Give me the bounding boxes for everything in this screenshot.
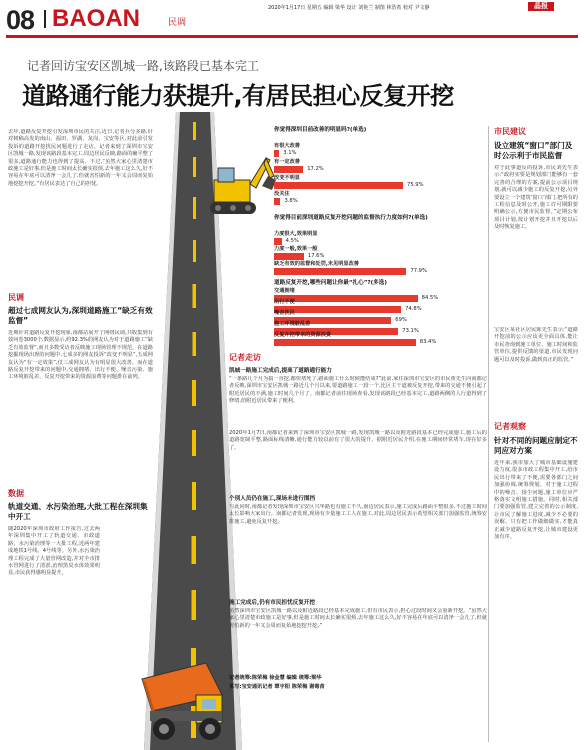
poll-bar-label: 缺乏有效的监督和处罚,未见明显改善 [274, 261, 359, 267]
tag-citizen-suggestion: 市民建议 [494, 127, 526, 136]
poll-question-2: 你觉得目前深圳道路反复开挖问题的监督执行力度如何?(单选) [274, 215, 428, 221]
section-title: BAOAN [52, 5, 140, 32]
right-column-divider [488, 126, 489, 742]
center-subheading-1: 凯城一路施工完成后,提高了道路通行能力 [229, 368, 332, 374]
right-subheading-2: 针对不同的问题应制定不同应对方案 [494, 436, 578, 455]
poll-bar-value: 73.1% [402, 328, 419, 334]
header-meta: 2020年1月17日 星期五 编辑 梁华 设计 刘艳兰 制图 林浩希 校对 尹文静 [268, 5, 430, 11]
tag-reporter-observation: 记者观察 [494, 422, 526, 431]
left-subheading-2: 轨道交通、水污染治理,大批工程在深圳集中开工 [8, 502, 148, 521]
poll-bar-value: 74.8% [405, 306, 422, 312]
byline-2: 采写:宝安通讯记者 覃宇阳 陈荣梅 谢毒苗 [229, 684, 325, 690]
poll-bar-value: 3.8% [284, 198, 298, 204]
header-divider-vertical [44, 10, 46, 28]
poll-bar-label: 出行不便 [274, 299, 295, 305]
poll-bar-label: 力度一般,效果一般 [274, 246, 318, 252]
center-article [229, 352, 487, 690]
poll-bar-value: 77.9% [410, 268, 427, 274]
dump-truck-illustration [136, 655, 232, 745]
tag-poll: 民调 [8, 293, 24, 302]
poll-bar-value: 3.1% [283, 150, 297, 156]
right-paragraph-1: 对于此事道反的投诉,市民刘先生表示:“政府实要是规划部门能够有一套完善的合理的方案,提前公示项目规划,就可以减少施工的反复开挖,另外要设立一个建筑‘窗口’部门,把所有的工程信息及时公开,施工许可期限要明确公示,方便市民监督。”定期公布项目计划,按计划开挖并且开挖以后及时恢复施工。 [494, 165, 578, 231]
poll-bar-label: 噪音扰民 [274, 310, 295, 316]
poll-bar [274, 295, 418, 302]
poll-bar-value: 84.5% [421, 295, 439, 301]
poll-bar [274, 339, 416, 346]
center-subheading-3: 施工完成后,仍有市民担忧反复开挖 [229, 600, 316, 606]
right-paragraph-3: 近年来,我市加大了城市基础设施建设力度,很多市政工程集中开工,给市民出行带来了不便,需要各部门之间加强协调,统筹规划。对于施工过程中的噪音、扬尘问题,施工单位应严格落实文明施工措施。同时,相关部门要加强监管,建立完善的公示制度,让市民了解施工进度,减少不必要的误解。只有把工作做细做实,才能真正减少道路反复开挖,让城市建设更加有序。 [494, 460, 578, 541]
center-paragraph-2: 2020年1月7日,南都记者来到了深圳市宝安区凯城一路,发现凯城一路以及附近路段基本已经完成施工,施工后的道路宽阔平整,路面标线清晰,通行能力较以前有了很大的提升。据附近居民介绍,在施工期间经常堵车,现在好多了。 [229, 430, 487, 451]
poll-bar-label: 力度很大,效果明显 [274, 231, 318, 237]
brand-logo: 晶报 [528, 2, 554, 11]
poll-bar [274, 198, 280, 205]
poll-bar [274, 182, 403, 189]
poll-bar [274, 253, 304, 260]
center-paragraph-4: 虽然深圳市宝安区凯城一路以及附近路段已经基本完成施工,但有市民表示,担心过段时间又会重新开挖。“虽然大家心里清楚市政施工是好事,但是施工时间太长确实很烦,去年施工这么久,好不容易在年底可以清净一会儿了,但就害怕新的一年又会周而复始地挖挖开挖。” [229, 608, 487, 629]
poll-bar-value: 17.6% [307, 253, 325, 259]
poll-bar-value: 4.5% [285, 238, 299, 244]
poll-bar-value: 83.4% [419, 339, 437, 345]
byline-1: 记者统筹:陈荣梅 徐金慧 编辑 统筹:梁华 [229, 675, 322, 681]
excavator-illustration [196, 150, 276, 220]
tag-data: 数据 [8, 489, 24, 498]
poll-bar-label: 改变不明显 [274, 175, 300, 181]
center-paragraph-3: 与此同时,南都记者发现深圳市宝安区兴华路也有施工不久,南边居民表示,施工完成后路面平整很多,不过施工时间太长影响大家出行。南都记者发现,现场有少量施工工人在施工,对此,周边居民表示希望相关部门加强监管,统筹安排施工,避免反复开挖。 [229, 504, 487, 525]
poll-bar-label: 有很大改善 [274, 143, 300, 149]
poll-bar-value: 69% [395, 317, 407, 323]
poll-bar-label: 没关注 [274, 191, 290, 197]
poll-bar-value: 75.9% [407, 182, 424, 188]
right-column [494, 126, 578, 680]
center-subheading-2: 个别人员仍在施工,现场未进行围挡 [229, 496, 316, 502]
right-paragraph-2: 宝安区某社区居民陈先生表示:“道路开挖前的公示应该更全面具体,能让市民查询到施工单位、施工时间和监管单位,提供反馈的渠道,市民发现问题可以及时投诉,做到真正的监管。” [494, 327, 578, 363]
intro-line: 记者回访宝安区凯城一路,该路段已基本完工 [27, 59, 259, 73]
tag-reporter-visit: 记者走访 [229, 353, 261, 362]
poll-bar-value: 17.2% [307, 166, 324, 172]
poll-bar [274, 166, 303, 173]
poll-bar-label: 有一定改善 [274, 159, 300, 165]
poll-chart [272, 126, 480, 348]
poll-bar [274, 238, 282, 245]
page-number: 08 [6, 5, 35, 35]
lead-paragraph: 去年,道路反复开挖引发深圳市民的关注,近日,记者兵分多路,针对树稿高发的南山、福田、罗湖、龙岗、宝安等区,对此前引发投诉的道路开挖扰民问题进行了走访。记者来到了深圳市宝安区凯城一路,发现该路段基本完工,周边居民反映,路面的确平整了很多,道路通行能力也得到了提高。不过,“虽然大家心里清楚市政施工是好事,但是施工时间太长确实很烦,去年施工这么久,好不容易在年底可以清净一会儿了,但就害怕新的一年又会周而复始地挖挖开挖。”有居民表达了自己的担忧。 [8, 129, 153, 187]
poll-bar-label: 反复开挖带来的资源浪费 [274, 332, 332, 338]
center-paragraph-1: “一条路几个月为搞一直挖,都快堵死了,路面施工什么时候能结束?”此前,家住深圳市宝安区的市民黄先生向南都记者反映,深圳市宝安区凯城一路近几个月以来,要道路施工一段一个,比区主干道被反复开挖,带来的交通不便引起了附近居民的不满,施工时间几个月了。南都记者前往现场查看,发现该路段已经基本完工,道路两侧的人行道得到了修缮,给附近居民带来了便利。 [229, 376, 487, 405]
poll-bar [274, 268, 406, 275]
header-rule [6, 35, 578, 38]
left-paragraph-1: 近期针对道路反复开挖现象,南都站展开了网络民调,共收集到有效问卷3000个,数据显示,约92.3%的网友认为对于道路施工“缺乏有效监督”,而且多数受访者反映施工现场管理不规范。在道路挖掘现场出现的问题中,七成多的网友投诉“改变不明显”,五成网友认为“有一定效果”,仅三成网友认为有明显很大改善。而在道路反复开挖带来的问题中,交通拥堵、出行不便、噪音污染、施工环境脏乱差、反复开挖带来的资源浪费等问题排在前列。 [8, 330, 153, 381]
left-subheading-1: 超过七成网友认为,深圳道路施工“缺乏有效监督” [8, 306, 153, 325]
poll-bar-label: 施工环境脏乱差 [274, 321, 311, 327]
poll-bar-label: 交通拥堵 [274, 288, 295, 294]
poll-question-3: 道路反复开挖,哪些问题让你最“扎心”?(多选) [274, 280, 387, 286]
right-subheading-1: 设立建筑“窗口”部门及时公示利于市民监督 [494, 141, 573, 160]
poll-question-1: 你觉得深圳目前改善的明显吗?(单选) [274, 127, 367, 133]
section-title-cn: 民调 [168, 18, 187, 28]
headline: 道路通行能力获提升,有居民担心反复开挖 [22, 82, 454, 110]
left-paragraph-2: 随2020年深圳市政府工作报告,过去两年深圳集中开工了轨道交通、市政道路、水污染治理等一大批工程,近两年建成地铁1号线、4号线等。另外,水污染治理工程完成了大量管网改造,并对全市排水管网进行了清淤,治理黑臭水体效果明显,市民获得感明显提升。 [8, 526, 100, 577]
poll-bar [274, 150, 279, 157]
page-header [0, 0, 584, 40]
